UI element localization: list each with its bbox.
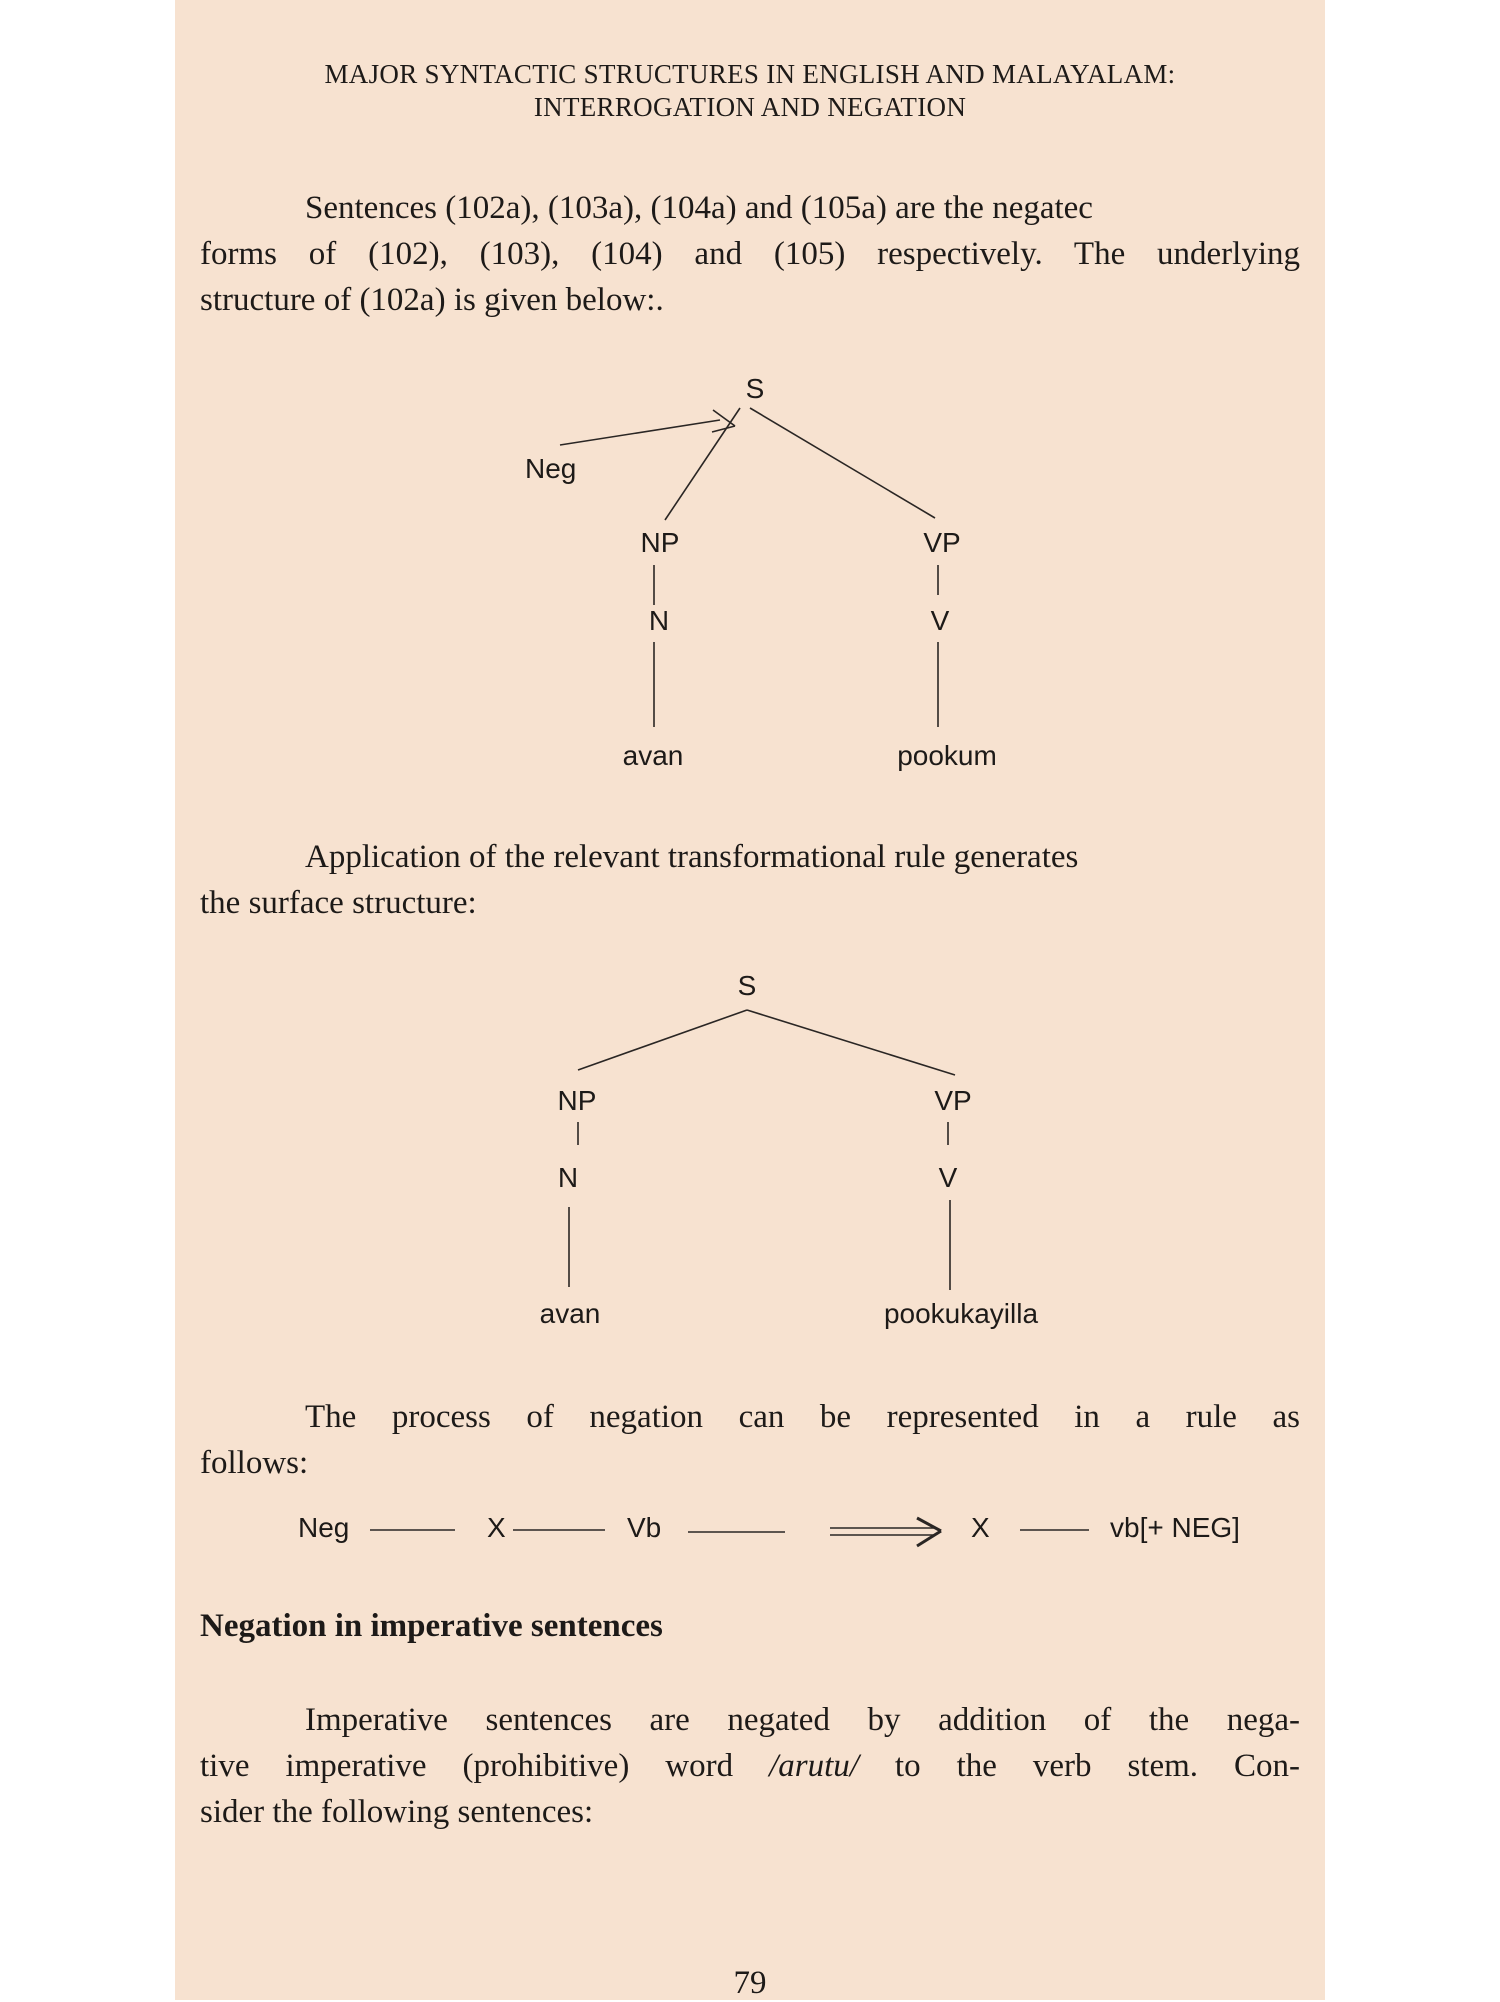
paragraph-text: to the verb stem. Con- bbox=[858, 1748, 1300, 1784]
book-page bbox=[175, 0, 1325, 2000]
tree-node-n: N bbox=[648, 605, 670, 636]
paragraph-imperative bbox=[200, 1697, 1300, 1835]
tree-leaf-v: pookum bbox=[897, 740, 997, 771]
italic-term: /arutu/ bbox=[769, 1748, 859, 1784]
tree-node-vp: VP bbox=[923, 527, 961, 558]
running-header-line-2: INTERROGATION AND NEGATION bbox=[533, 92, 967, 122]
neg-arrowhead bbox=[712, 426, 735, 432]
tree-leaf-n: avan bbox=[622, 740, 684, 771]
section-heading: Negation in imperative sentences bbox=[200, 1608, 663, 1644]
rule-x: X bbox=[971, 1512, 990, 1543]
tree-node-neg: Neg bbox=[525, 453, 577, 484]
rule-result: vb[+ NEG] bbox=[1110, 1512, 1240, 1543]
tree-leaf-n: avan bbox=[539, 1298, 601, 1329]
tree-node-s: S bbox=[745, 373, 765, 404]
tree-node-n: N bbox=[557, 1162, 579, 1193]
tree-node-np: NP bbox=[557, 1085, 597, 1116]
rule-neg: Neg bbox=[298, 1512, 350, 1543]
tree-node-vp: VP bbox=[934, 1085, 972, 1116]
paragraph-line: Sentences (102a), (103a), (104a) and (105a) are the negatec bbox=[305, 190, 1093, 226]
paragraph-line: Imperative sentences are negated by addition of the nega- bbox=[305, 1702, 1300, 1738]
paragraph-text: tive imperative (prohibitive) word bbox=[200, 1748, 770, 1784]
paragraph-line: the surface structure: bbox=[200, 885, 477, 921]
running-header-line-1: MAJOR SYNTACTIC STRUCTURES IN ENGLISH AND MALAYALAM: bbox=[324, 59, 1176, 89]
paragraph-transformation bbox=[200, 834, 1300, 926]
paragraph-line: The process of negation can be represented in a rule as bbox=[305, 1399, 1300, 1435]
tree-node-np: NP bbox=[640, 527, 680, 558]
neg-edge bbox=[560, 420, 720, 445]
s-vp-edge bbox=[750, 408, 935, 518]
s-np-edge bbox=[665, 408, 740, 520]
rule-arrowhead bbox=[917, 1518, 941, 1531]
tree-node-v: V bbox=[930, 605, 950, 636]
page-number: 79 bbox=[733, 1965, 767, 2001]
tree-node-s: S bbox=[737, 970, 757, 1001]
s-vp-edge bbox=[747, 1010, 955, 1075]
paragraph-line: sider the following sentences: bbox=[200, 1794, 594, 1830]
paragraph-line: structure of (102a) is given below:. bbox=[200, 282, 664, 318]
rule-arrowhead bbox=[917, 1531, 941, 1546]
paragraph-line: follows: bbox=[200, 1445, 309, 1481]
rule-vb: Vb bbox=[627, 1512, 662, 1543]
paragraph-line bbox=[200, 1743, 1300, 1789]
rule-x: X bbox=[487, 1512, 506, 1543]
paragraph-line: forms of (102), (103), (104) and (105) respectively. The underlying bbox=[200, 236, 1300, 272]
paragraph-intro bbox=[200, 185, 1300, 323]
tree-leaf-v: pookukayilla bbox=[883, 1298, 1039, 1329]
neg-arrowhead bbox=[713, 410, 735, 426]
paragraph-rule-intro bbox=[200, 1394, 1300, 1486]
paragraph-line: Application of the relevant transformational rule generates bbox=[305, 839, 1079, 875]
running-header bbox=[175, 58, 1325, 124]
tree-node-v: V bbox=[938, 1162, 958, 1193]
s-np-edge bbox=[578, 1010, 747, 1070]
